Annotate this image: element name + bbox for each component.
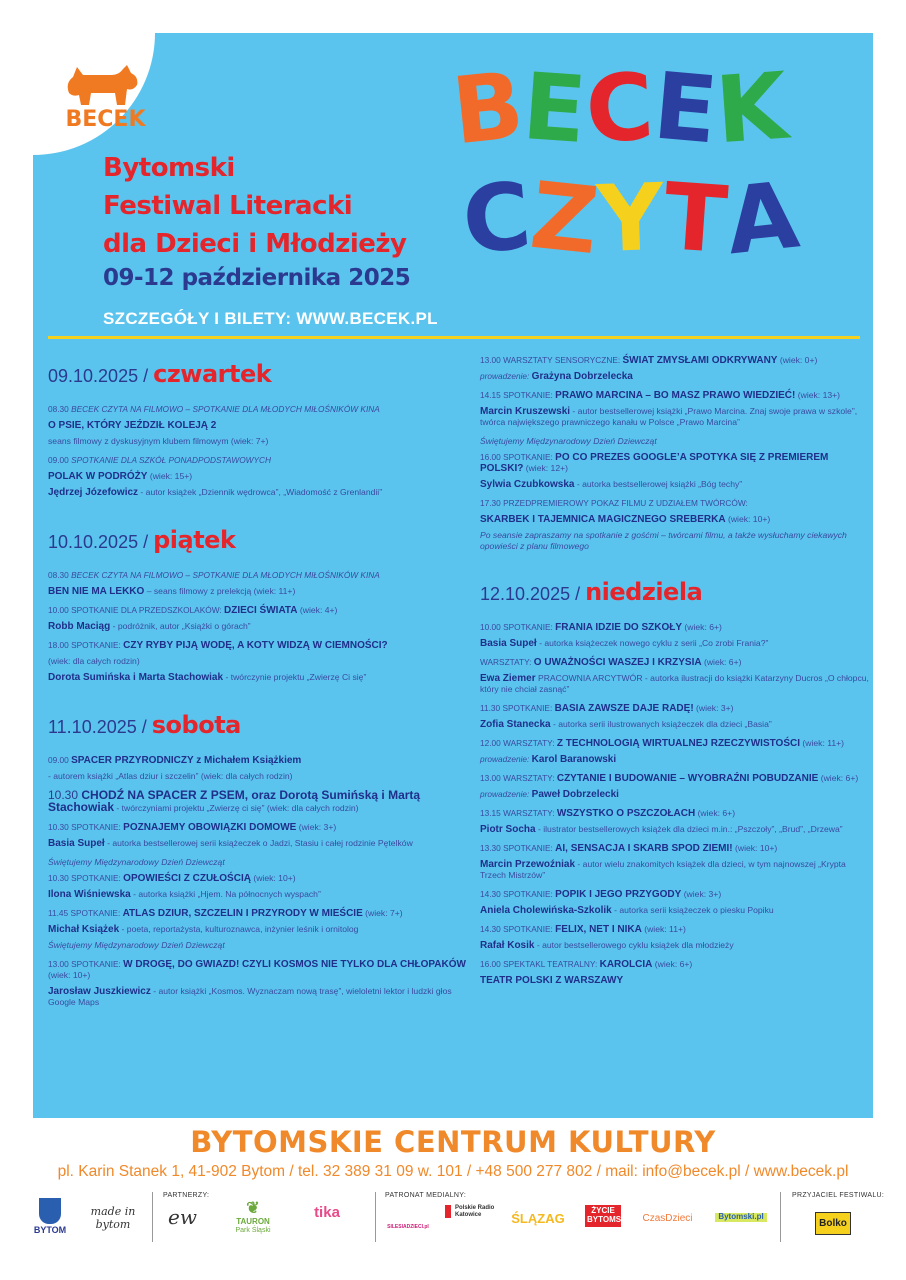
event-line <box>480 843 872 854</box>
event-line <box>480 738 872 749</box>
event-label: 14.30 SPOTKANIE: <box>480 924 556 934</box>
event-title: SKARBEK I TAJEMNICA MAGICZNEGO SREBERKA <box>480 514 726 525</box>
event-line <box>48 986 466 1008</box>
big-title-letter: E <box>519 52 590 165</box>
event-line <box>48 857 466 868</box>
event-description: - autor książki „Kosmos. Wyznaczam nową trasę”, wieloletni lektor i ludzki głos Google Maps <box>48 986 452 1007</box>
guest-name: Karol Baranowski <box>531 754 617 765</box>
event-label: 11.30 SPOTKANIE: <box>480 703 555 713</box>
event-line <box>480 924 872 935</box>
event-title: O PSIE, KTÓRY JEŹDZIŁ KOLEJĄ 2 <box>48 420 217 431</box>
event-title: TEATR POLSKI Z WARSZAWY <box>480 975 624 986</box>
event-item <box>480 773 872 800</box>
event-label: 09.00 <box>48 455 72 465</box>
guest-name: Jarosław Juszkiewicz <box>48 986 151 997</box>
event-title: POZNAJEMY OBOWIĄZKI DOMOWE <box>123 822 297 833</box>
event-time: 10.30 <box>48 788 82 802</box>
event-line <box>48 640 466 651</box>
event-line <box>480 657 872 668</box>
festival-title-line3: dla Dzieci i Młodzieży <box>103 229 407 259</box>
event-label: 13.00 WARSZTATY SENSORYCZNE: <box>480 355 623 365</box>
event-line <box>480 719 872 730</box>
event-description: - autorka serii ilustrowanych książeczek dla dzieci „Basia” <box>550 719 772 729</box>
event-title: FRANIA IDZIE DO SZKOŁY <box>555 622 683 633</box>
event-title: PRAWO MARCINA – BO MASZ PRAWO WIEDZIEĆ! <box>555 390 796 401</box>
festival-title-line1: Bytomski <box>103 153 235 183</box>
event-title: DZIECI ŚWIATA <box>224 605 298 616</box>
event-title: Z TECHNOLOGIĄ WIRTUALNEJ RZECZYWISTOŚCI <box>556 738 800 749</box>
event-age: (wiek: 6+) <box>682 622 722 632</box>
event-line <box>48 924 466 935</box>
event-line <box>480 479 872 490</box>
big-title-word2 <box>458 161 804 276</box>
schedule-left-column <box>48 360 466 1016</box>
event-item <box>480 622 872 649</box>
silesia-dzieci-logo: SILESIADZIECI.pl <box>387 1224 429 1230</box>
event-item <box>480 355 872 382</box>
event-description: PRACOWNIA ARCYTWÓR - autorka ilustracji do książki Katarzyny Ducros „O chłopcu, który nie chciał zasnąć” <box>480 673 869 694</box>
event-line <box>48 586 466 597</box>
event-label: 10.00 SPOTKANIE DLA PRZEDSZKOLAKÓW: <box>48 605 224 615</box>
day-header <box>48 360 466 388</box>
guest-name: Jędrzej Józefowicz <box>48 487 139 498</box>
event-line <box>480 889 872 900</box>
guest-name: Basia Supeł <box>480 638 537 649</box>
event-label: 09.00 <box>48 755 72 765</box>
event-age: (wiek: 10+) <box>250 873 296 883</box>
day-name: niedziela <box>585 578 703 606</box>
event-item <box>48 455 466 498</box>
event-description: - poeta, reportażysta, kulturoznawca, inżynier leśnik i ornitolog <box>119 924 359 934</box>
event-line <box>48 621 466 632</box>
event-line <box>48 436 466 447</box>
event-item <box>480 738 872 765</box>
day-header <box>480 578 872 606</box>
event-age: (wiek: 3+) <box>296 822 337 832</box>
event-line <box>48 822 466 833</box>
event-label: BECEK CZYTA NA FILMOWO – SPOTKANIE DLA MŁODYCH MIŁOŚNIKÓW KINA <box>71 570 380 580</box>
big-title-letter: C <box>458 162 536 275</box>
event-line <box>48 908 466 919</box>
event-age: (wiek: 6+) <box>818 773 859 783</box>
guest-name: Marcin Kruszewski <box>480 406 571 417</box>
guest-name: Sylwia Czubkowska <box>480 479 575 490</box>
event-title: W DROGĘ, DO GWIAZD! CZYLI KOSMOS NIE TYLKO DLA CHŁOPAKÓW <box>123 959 466 970</box>
event-item <box>48 605 466 632</box>
event-item <box>48 908 466 951</box>
divider <box>375 1192 376 1242</box>
event-label: 16.00 SPOTKANIE: <box>480 452 556 462</box>
event-item <box>48 755 466 782</box>
event-title: BEN NIE MA LEKKO <box>48 586 145 597</box>
event-line <box>480 638 872 649</box>
event-title: CZYTANIE I BUDOWANIE – WYOBRAŹNI POBUDZANIE <box>556 773 819 784</box>
event-description: - podróżnik, autor „Książki o górach” <box>110 621 251 631</box>
event-line <box>480 436 872 447</box>
event-item <box>480 390 872 428</box>
event-line <box>480 754 872 765</box>
event-label: 11.45 SPOTKANIE: <box>48 908 123 918</box>
big-title-letter: Y <box>595 163 666 274</box>
event-label: 12.00 WARSZTATY: <box>480 738 557 748</box>
event-line <box>480 355 872 366</box>
event-description: - autorka bestsellerowej książki „Bóg techy” <box>574 479 743 489</box>
day-section <box>48 360 466 498</box>
event-age: (wiek: 0+) <box>777 355 818 365</box>
event-line <box>48 771 466 782</box>
event-line <box>480 959 872 970</box>
event-age: (wiek: 10+) <box>725 514 771 524</box>
event-title: OPOWIEŚCI Z CZUŁOŚCIĄ <box>123 873 251 884</box>
czas-dzieci-logo: CzasDzieci <box>642 1213 693 1224</box>
event-item <box>480 808 872 835</box>
event-label: 13.30 SPOTKANIE: <box>480 843 556 853</box>
day-name: czwartek <box>153 360 272 388</box>
becek-logo <box>63 63 148 132</box>
event-label: prowadzenie: <box>480 754 532 764</box>
event-line <box>48 889 466 900</box>
event-note: Świętujemy Międzynarodowy Dzień Dziewcząt <box>48 857 225 867</box>
day-date: 09.10.2025 / <box>48 366 154 386</box>
event-title: O UWAŻNOŚCI WASZEJ I KRZYSIA <box>533 657 702 668</box>
event-age: (wiek: 13+) <box>795 390 841 400</box>
big-title-letter: Z <box>525 161 603 276</box>
zycie-bytomskie-logo: ŻYCIE BYTOMSKIE <box>585 1205 621 1227</box>
event-line <box>48 656 466 667</box>
day-header <box>48 711 466 739</box>
event-title: CHODŹ NA SPACER Z PSEM, oraz Dorotą Sumińską i Martą Stachowiak <box>48 788 421 814</box>
event-line <box>48 755 466 766</box>
event-line <box>48 487 466 498</box>
event-description: seans filmowy z dyskusyjnym klubem filmowym (wiek: 7+) <box>48 436 269 446</box>
event-item <box>48 570 466 597</box>
event-title: BASIA ZAWSZE DAJE RADĘ! <box>554 703 694 714</box>
event-label: 10.30 SPOTKANIE: <box>48 873 124 883</box>
guest-name: Michał Książek <box>48 924 120 935</box>
day-date: 10.10.2025 / <box>48 532 154 552</box>
event-item <box>48 959 466 1008</box>
divider <box>780 1192 781 1242</box>
event-line <box>480 940 872 951</box>
bytomski-logo: Bytomski.pl <box>715 1213 767 1222</box>
event-line <box>48 570 466 581</box>
event-title: SPACER PRZYRODNICZY z Michałem Książkiem <box>71 755 302 766</box>
guest-name: Grażyna Dobrzelecka <box>531 371 633 382</box>
event-age: (wiek: 4+) <box>297 605 338 615</box>
polskie-radio-logo: Polskie Radio Katowice <box>445 1205 495 1218</box>
event-note: Świętujemy Międzynarodowy Dzień Dziewcząt <box>480 436 657 446</box>
partners-label: PARTNERZY: <box>163 1192 210 1199</box>
event-line <box>480 530 872 552</box>
event-item <box>480 959 872 986</box>
event-description: - autor książek „Dziennik wędrowca”, „Wiadomość z Grenlandii” <box>138 487 383 497</box>
event-line <box>480 498 872 509</box>
event-description: - autorka książki „Hjem. Na północnych wyspach” <box>130 889 321 899</box>
event-age: (wiek: 11+) <box>641 924 686 934</box>
festival-dates: 09-12 października 2025 <box>103 265 411 291</box>
event-line <box>48 838 466 849</box>
big-title-letter: A <box>721 161 804 276</box>
event-line <box>48 420 466 431</box>
media-label: PATRONAT MEDIALNY: <box>385 1192 467 1199</box>
event-label: 10.30 SPOTKANIE: <box>48 822 124 832</box>
day-header <box>48 526 466 554</box>
event-line <box>48 471 466 482</box>
event-line <box>480 514 872 525</box>
guest-name: Ilona Wiśniewska <box>48 889 131 900</box>
event-label: 13.00 SPOTKANIE: <box>48 959 124 969</box>
event-line <box>480 452 872 474</box>
event-line <box>480 406 872 428</box>
event-item <box>480 889 872 916</box>
event-age: (wiek: 10+) <box>48 970 91 980</box>
day-date: 11.10.2025 / <box>48 717 152 737</box>
divider-line <box>48 336 860 339</box>
event-label: 08.30 <box>48 404 72 414</box>
day-section <box>48 711 466 1008</box>
event-age: (wiek: 6+) <box>652 959 693 969</box>
event-description: - autorem książki „Atlas dziur i szczelin” (wiek: dla całych rodzin) <box>48 771 293 781</box>
event-label: 16.00 SPEKTAKL TEATRALNY: <box>480 959 600 969</box>
slazag-logo: ŚLĄZAG <box>511 1211 565 1226</box>
organizer-address: pl. Karin Stanek 1, 41-902 Bytom / tel. 32 389 31 09 w. 101 / +48 500 277 802 / mail: info@becek.pl / www.becek.pl <box>57 1163 849 1180</box>
event-title: AI, SENSACJA I SKARB SPOD ZIEMI! <box>555 843 733 854</box>
event-item <box>48 822 466 849</box>
event-line <box>48 959 466 981</box>
event-age: (wiek: 3+) <box>693 703 734 713</box>
divider <box>152 1192 153 1242</box>
event-label: 13.00 WARSZTATY: <box>480 773 557 783</box>
event-description: - autor bestsellerowej książki „Prawo Marcina. Znaj swoje prawa w szkole”, twórca największego prawniczego kanału w Polsce „Prawo Marcina” <box>480 406 858 427</box>
day-name: piątek <box>153 526 236 554</box>
event-age: (wiek: 3+) <box>681 889 722 899</box>
event-label: prowadzenie: <box>480 789 532 799</box>
bolko-logo: Bolko <box>815 1212 851 1235</box>
day-section <box>480 578 872 986</box>
guest-name: Robb Maciąg <box>48 621 111 632</box>
event-item <box>48 404 466 447</box>
event-age: (wiek: 12+) <box>523 463 568 473</box>
event-age: (wiek: 10+) <box>732 843 778 853</box>
event-item <box>480 924 872 951</box>
event-title: ŚWIAT ZMYSŁAMI ODKRYWANY <box>622 355 778 366</box>
event-line <box>480 859 872 881</box>
event-description: - ilustrator bestsellerowych książek dla dzieci m.in.: „Pszczoły”, „Brud”, „Drzewa” <box>535 824 843 834</box>
event-description: - autor bestsellerowego cyklu książek dla młodzieży <box>534 940 734 950</box>
event-line <box>480 808 872 819</box>
event-description: - autorka serii książeczek o piesku Popiku <box>611 905 774 915</box>
event-line <box>480 390 872 401</box>
event-label: WARSZTATY: <box>480 657 534 667</box>
event-age: (wiek: 11+) <box>800 738 845 748</box>
event-label: 17.30 PRZEDPREMIEROWY POKAZ FILMU Z UDZIAŁEM TWÓRCÓW: <box>480 498 748 508</box>
event-line <box>480 905 872 916</box>
event-label: 13.15 WARSZTATY: <box>480 808 557 818</box>
event-item <box>480 436 872 490</box>
guest-name: Paweł Dobrzelecki <box>531 789 619 800</box>
event-line <box>48 873 466 884</box>
guest-name: Marcin Przewoźniak <box>480 859 576 870</box>
event-label: prowadzenie: <box>480 371 532 381</box>
day-section <box>48 526 466 683</box>
event-description: (wiek: dla całych rodzin) <box>48 656 140 666</box>
guest-name: Piotr Socha <box>480 824 536 835</box>
day-section <box>480 355 872 552</box>
event-age: (wiek: 6+) <box>695 808 736 818</box>
day-date: 12.10.2025 / <box>480 584 586 604</box>
organizer-name: BYTOMSKIE CENTRUM KULTURY <box>190 1125 716 1159</box>
event-title: ATLAS DZIUR, SZCZELIN I PRZYRODY W MIEŚCIE <box>122 908 363 919</box>
event-item <box>48 857 466 900</box>
event-label: 14.15 SPOTKANIE: <box>480 390 556 400</box>
friend-label: PRZYJACIEL FESTIWALU: <box>792 1192 885 1199</box>
big-title-word1 <box>447 51 792 166</box>
event-description: – seans filmowy z prelekcją (wiek: 11+) <box>144 586 296 596</box>
logo-text: BECEK <box>65 107 146 132</box>
event-description: - autorka książeczek nowego cyklu z serii „Co zrobi Frania?” <box>536 638 769 648</box>
event-title: PO CO PREZES GOOGLE’A SPOTYKA SIĘ Z PREMIEREM POLSKI? <box>480 452 829 474</box>
event-line <box>480 824 872 835</box>
event-title: WSZYSTKO O PSZCZOŁACH <box>556 808 696 819</box>
event-label: 18.00 SPOTKANIE: <box>48 640 124 650</box>
event-line <box>48 790 466 814</box>
event-title: POLAK W PODRÓŻY <box>48 471 148 482</box>
schedule-right-column <box>480 355 872 994</box>
event-item <box>48 640 466 683</box>
big-title-letter: C <box>583 53 657 164</box>
event-label: 08.30 <box>48 570 72 580</box>
event-item <box>48 790 466 814</box>
event-line <box>480 789 872 800</box>
event-age: (wiek: 15+) <box>147 471 193 481</box>
cat-logo-icon <box>63 63 143 107</box>
event-label: 14.30 SPOTKANIE: <box>480 889 556 899</box>
event-label: SPOTKANIE DLA SZKÓŁ PONADPODSTAWOWYCH <box>71 455 272 465</box>
made-in-bytom-logo: made in bytom <box>90 1205 136 1231</box>
big-title-letter: B <box>447 51 529 166</box>
event-line <box>480 975 872 986</box>
event-description: - twórczyniami projektu „Zwierzę ci się” (wiek: dla całych rodzin) <box>114 803 359 813</box>
guest-name: Dorota Sumińska i Marta Stachowiak <box>48 672 224 683</box>
event-description: - autorka bestsellerowej serii książeczek o Jadzi, Stasiu i całej rodzinie Pętelków <box>104 838 413 848</box>
event-item <box>480 498 872 552</box>
event-title: POPIK I JEGO PRZYGODY <box>555 889 682 900</box>
event-description: - twórczynie projektu „Zwierzę Ci się” <box>223 672 367 682</box>
guest-name: Ewa Ziemer <box>480 673 536 684</box>
event-title: CZY RYBY PIJĄ WODĘ, A KOTY WIDZĄ W CIEMNOŚCI? <box>123 640 388 651</box>
day-name: sobota <box>151 711 241 739</box>
guest-name: Aniela Cholewińska-Szkolik <box>480 905 612 916</box>
event-label: 10.00 SPOTKANIE: <box>480 622 556 632</box>
event-age: (wiek: 7+) <box>362 908 403 918</box>
event-line <box>48 672 466 683</box>
guest-name: Rafał Kosik <box>480 940 535 951</box>
ewa-logo: ew <box>168 1205 197 1229</box>
festival-title-line2: Festiwal Literacki <box>103 191 353 221</box>
guest-name: Zofia Stanecka <box>480 719 551 730</box>
event-line <box>480 371 872 382</box>
event-label: BECEK CZYTA NA FILMOWO – SPOTKANIE DLA MŁODYCH MIŁOŚNIKÓW KINA <box>71 404 380 414</box>
event-title: KAROLCIA <box>599 959 653 970</box>
event-age: (wiek: 6+) <box>701 657 742 667</box>
event-line <box>48 940 466 951</box>
event-line <box>48 455 466 466</box>
tika-logo: tika <box>314 1204 340 1221</box>
event-line <box>480 622 872 633</box>
tickets-link[interactable]: SZCZEGÓŁY I BILETY: WWW.BECEK.PL <box>103 309 438 328</box>
event-line <box>48 404 466 415</box>
event-item <box>480 843 872 881</box>
bytom-logo: BYTOM <box>32 1198 68 1236</box>
event-line <box>480 673 872 695</box>
tauron-logo: ❦ TAURON Park Śląski <box>235 1200 271 1235</box>
event-item <box>480 657 872 695</box>
event-line <box>480 703 872 714</box>
event-title: FELIX, NET I NIKA <box>555 924 642 935</box>
event-item <box>480 703 872 730</box>
event-line <box>48 605 466 616</box>
event-note: Świętujemy Międzynarodowy Dzień Dziewcząt <box>48 940 225 950</box>
event-description: - autor wielu znakomitych książek dla dzieci, w tym najnowszej „Krypta Trzech Mistrzów” <box>480 859 846 880</box>
big-title-letter: K <box>712 52 792 165</box>
big-title-letter: E <box>649 52 721 165</box>
guest-name: Basia Supeł <box>48 838 105 849</box>
big-title-letter: T <box>660 162 731 275</box>
event-note: Po seansie zapraszamy na spotkanie z gośćmi – twórcami filmu, a także wysłuchamy ciekawych opowieści z planu filmowego <box>480 530 847 551</box>
event-line <box>480 773 872 784</box>
